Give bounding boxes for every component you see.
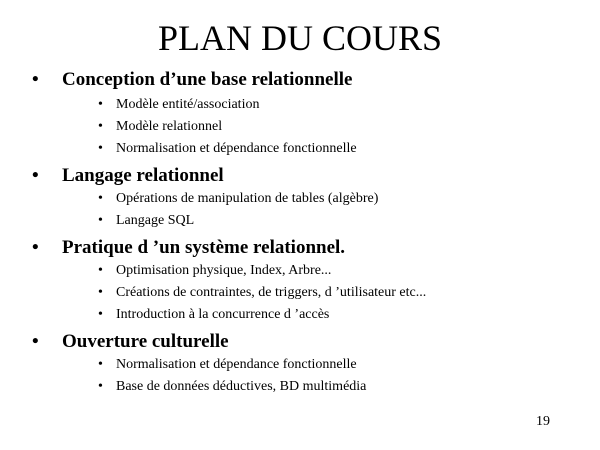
section-heading — [32, 236, 345, 260]
bullet-icon: • — [98, 191, 103, 206]
section-heading-text: Langage relationnel — [62, 165, 224, 186]
list-item — [98, 355, 357, 375]
bullet-icon: • — [32, 69, 39, 90]
list-item — [98, 211, 194, 231]
bullet-icon: • — [32, 237, 39, 258]
list-item-text: Modèle relationnel — [116, 119, 223, 134]
bullet-icon: • — [32, 165, 39, 186]
list-item-text: Langage SQL — [116, 213, 195, 228]
list-item-text: Base de données déductives, BD multimédia — [116, 379, 367, 394]
list-item — [98, 139, 357, 159]
list-item — [98, 95, 259, 115]
list-item-text: Normalisation et dépendance fonctionnelle — [116, 357, 357, 372]
bullet-icon: • — [98, 119, 103, 134]
list-item-text: Créations de contraintes, de triggers, d ’utilisateur etc... — [116, 285, 427, 300]
bullet-icon: • — [98, 285, 103, 300]
list-item — [98, 305, 329, 325]
list-item-text: Optimisation physique, Index, Arbre... — [116, 263, 332, 278]
bullet-icon: • — [98, 357, 103, 372]
list-item — [98, 377, 366, 397]
section-heading — [32, 68, 352, 92]
list-item-text: Introduction à la concurrence d ’accès — [116, 307, 330, 322]
list-item-text: Modèle entité/association — [116, 97, 260, 112]
list-item — [98, 189, 378, 209]
section-heading-text: Ouverture culturelle — [62, 331, 229, 352]
bullet-icon: • — [98, 307, 103, 322]
list-item — [98, 261, 331, 281]
section-heading-text: Conception d’une base relationnelle — [62, 69, 353, 90]
list-item-text: Opérations de manipulation de tables (algèbre) — [116, 191, 379, 206]
bullet-icon: • — [98, 141, 103, 156]
list-item — [98, 283, 426, 303]
bullet-icon: • — [98, 263, 103, 278]
page-number: 19 — [536, 414, 550, 429]
list-item-text: Normalisation et dépendance fonctionnelle — [116, 141, 357, 156]
bullet-icon: • — [32, 331, 39, 352]
list-item — [98, 117, 222, 137]
section-heading — [32, 330, 229, 354]
bullet-icon: • — [98, 97, 103, 112]
section-heading — [32, 164, 224, 188]
bullet-icon: • — [98, 379, 103, 394]
slide-title: PLAN DU COURS — [157, 18, 443, 58]
section-heading-text: Pratique d ’un système relationnel. — [62, 237, 346, 258]
bullet-icon: • — [98, 213, 103, 228]
